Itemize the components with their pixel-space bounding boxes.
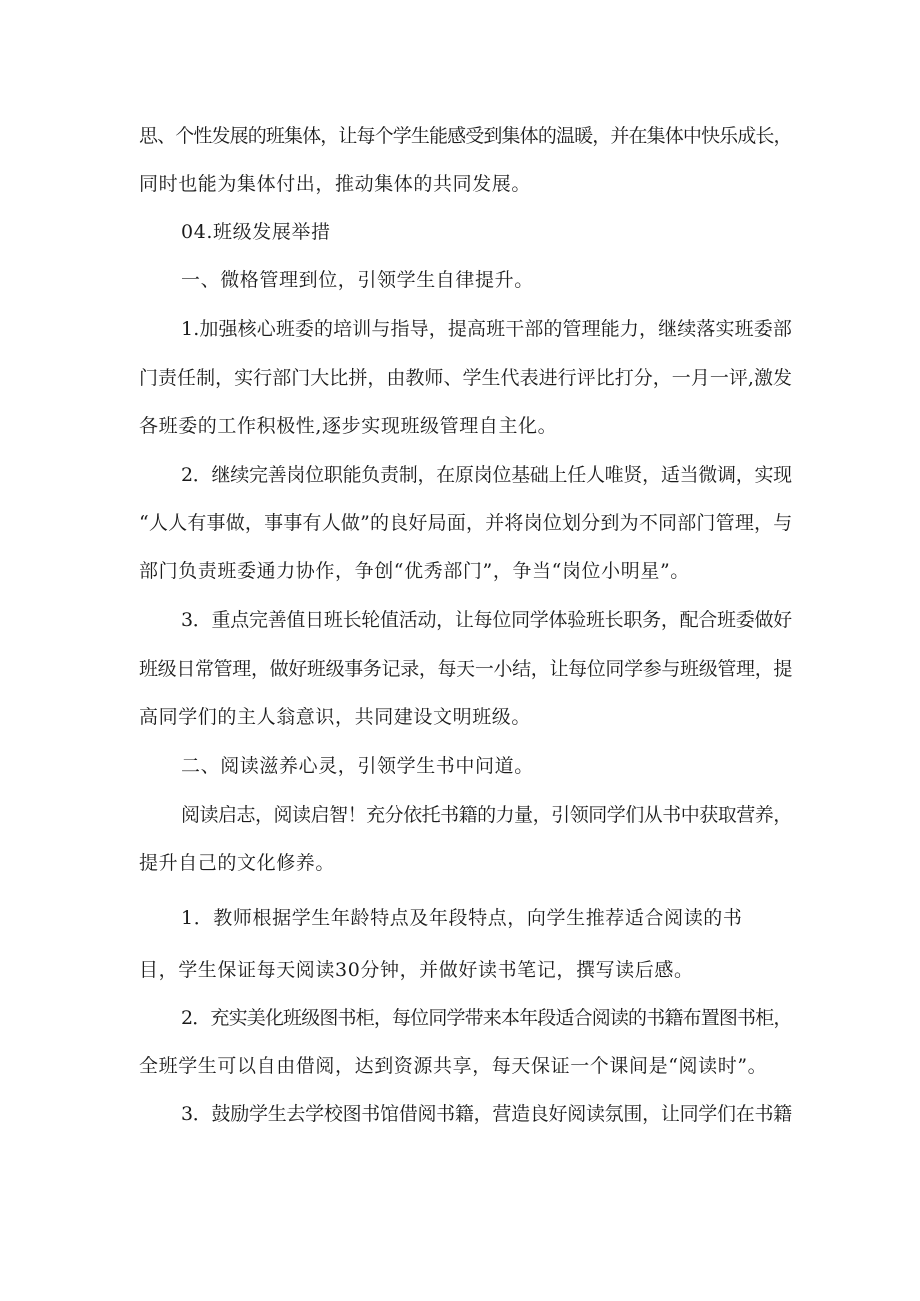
text-line: 3．重点完善值日班长轮值活动，让每位同学体验班长职务，配合班委做好 — [181, 609, 792, 631]
section-heading: 04.班级发展举措 — [181, 221, 331, 243]
subsection-heading: 一、微格管理到位，引领学生自律提升。 — [181, 269, 534, 291]
text-line: 班级日常管理，做好班级事务记录，每天一小结，让每位同学参与班级管理，提 — [139, 658, 793, 680]
text-line: 各班委的工作积极性,逐步实现班级管理自主化。 — [139, 415, 558, 437]
text-line: 同时也能为集体付出，推动集体的共同发展。 — [139, 173, 532, 195]
text-line: 全班学生可以自由借阅，达到资源共享，每天保证一个课间是“阅读时”。 — [139, 1055, 768, 1077]
subsection-heading: 二、阅读滋养心灵，引领学生书中问道。 — [181, 755, 534, 777]
text-line: “人人有事做，事事有人做”的良好局面，并将岗位划分到为不同部门管理，与 — [139, 512, 793, 534]
text-line: 1.加强核心班委的培训与指导，提高班干部的管理能力，继续落实班委部 — [181, 318, 792, 340]
text-line: 2．继续完善岗位职能负责制，在原岗位基础上任人唯贤，适当微调，实现 — [181, 464, 792, 486]
text-line: 部门负责班委通力协作，争创“优秀部门”，争当“岗位小明星”。 — [139, 560, 690, 582]
text-line: 2．充实美化班级图书柜，每位同学带来本年段适合阅读的书籍布置图书柜， — [181, 1007, 792, 1029]
text-line: 阅读启志，阅读启智！充分依托书籍的力量，引领同学们从书中获取营养， — [181, 804, 792, 826]
text-line: 思、个性发展的班集体，让每个学生能感受到集体的温暖，并在集体中快乐成长， — [139, 125, 792, 147]
text-line: 提升自己的文化修养。 — [139, 852, 336, 874]
text-line: 高同学们的主人翁意识，共同建设文明班级。 — [139, 706, 532, 728]
text-line: 3．鼓励学生去学校图书馆借阅书籍，营造良好阅读氛围，让同学们在书籍 — [181, 1103, 792, 1125]
text-line: 门责任制，实行部门大比拼，由教师、学生代表进行评比打分，一月一评,激发 — [139, 367, 793, 389]
text-line: 目，学生保证每天阅读30分钟，并做好读书笔记，撰写读后感。 — [139, 959, 694, 981]
text-line: 1．教师根据学生年龄特点及年段特点，向学生推荐适合阅读的书 — [181, 907, 743, 929]
